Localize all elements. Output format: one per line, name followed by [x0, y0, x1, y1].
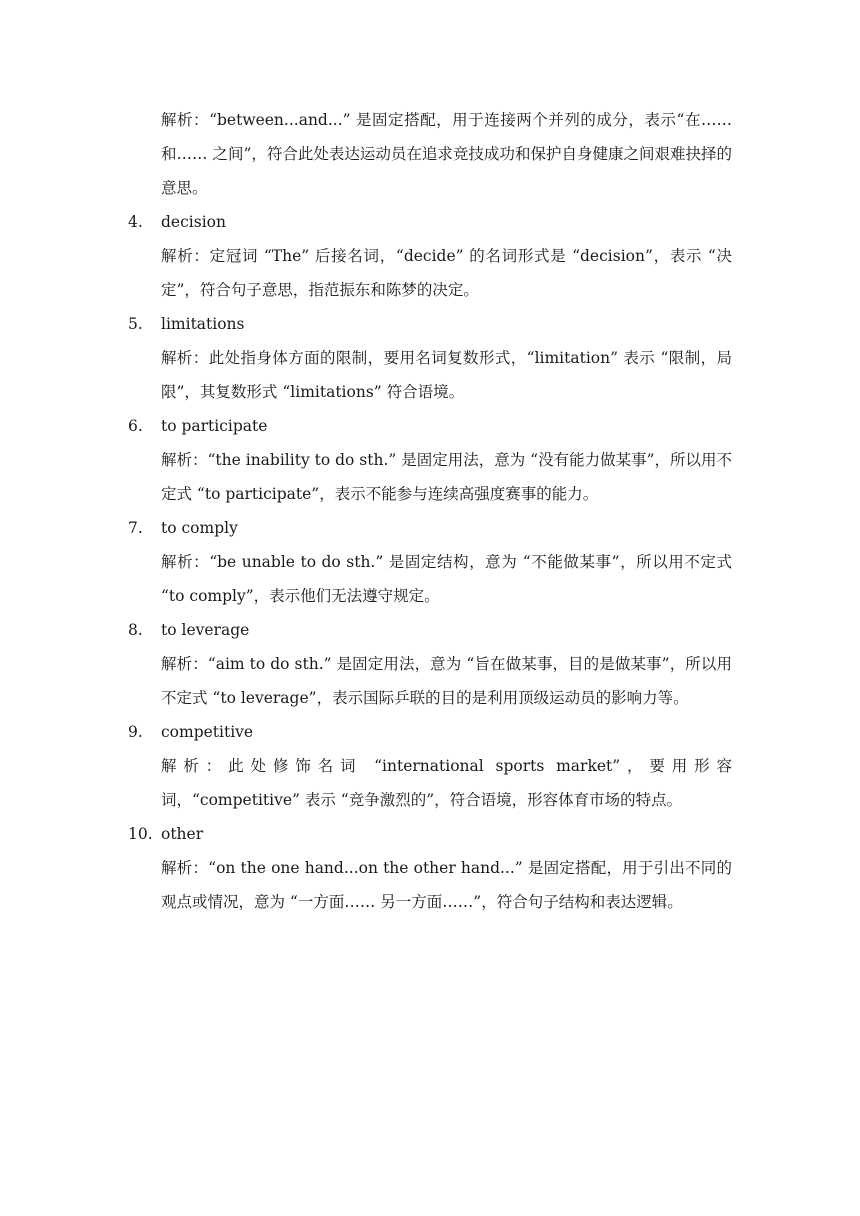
- answer-item-10: [128, 817, 732, 919]
- item-head: [128, 715, 732, 749]
- answer-item-6: [128, 409, 732, 511]
- item-explanation: 解析：“be unable to do sth.” 是固定结构，意为 “不能做某事”，所以用不定式 “to comply”，表示他们无法遵守规定。: [161, 553, 732, 605]
- item-head: [128, 409, 732, 443]
- item-number: 7.: [128, 519, 143, 537]
- item-answer: decision: [161, 213, 226, 231]
- item-answer: limitations: [161, 315, 245, 333]
- answer-item-4: [128, 205, 732, 307]
- item-explanation: 解析：此处修饰名词 “international sports market”，要用形容词，“competitive” 表示 “竞争激烈的”，符合语境，形容体育市场的特点。: [161, 757, 732, 809]
- item-answer: to participate: [161, 417, 268, 435]
- item-number: 8.: [128, 621, 143, 639]
- item-explanation: 解析：“on the one hand...on the other hand...” 是固定搭配，用于引出不同的观点或情况，意为 “一方面…… 另一方面……”，符合句子结构和表达逻辑。: [161, 859, 732, 911]
- item-explanation: 解析：此处指身体方面的限制，要用名词复数形式，“limitation” 表示 “限制，局限”，其复数形式 “limitations” 符合语境。: [161, 349, 732, 401]
- item-number: 10.: [128, 825, 153, 843]
- item-head: [128, 817, 732, 851]
- item-number: 9.: [128, 723, 143, 741]
- item-answer: to comply: [161, 519, 238, 537]
- answer-item-5: [128, 307, 732, 409]
- item-head: [128, 205, 732, 239]
- answer-item-9: [128, 715, 732, 817]
- answer-item-7: [128, 511, 732, 613]
- item-explanation: 解析：“aim to do sth.” 是固定用法，意为 “旨在做某事，目的是做某事”，所以用不定式 “to leverage”，表示国际乒联的目的是利用顶级运动员的影响力等。: [161, 655, 732, 707]
- item-explanation: 解析：定冠词 “The” 后接名词，“decide” 的名词形式是 “decision”，表示 “决定”，符合句子意思，指范振东和陈梦的决定。: [161, 247, 732, 299]
- item-explanation: 解析：“the inability to do sth.” 是固定用法，意为 “没有能力做某事”，所以用不定式 “to participate”，表示不能参与连续高强度赛事的能力。: [161, 451, 733, 503]
- item-head: [128, 613, 732, 647]
- item-answer: competitive: [161, 723, 254, 741]
- answer-item-8: [128, 613, 732, 715]
- item-head: [128, 511, 732, 545]
- item-3-explanation: 解析：“between...and...” 是固定搭配，用于连接两个并列的成分，表示“在…… 和…… 之间”，符合此处表达运动员在追求竞技成功和保护自身健康之间艰难抉择的意思。: [161, 111, 732, 197]
- item-number: 4.: [128, 213, 143, 231]
- item-head: [128, 307, 732, 341]
- answer-explanations: [128, 103, 732, 919]
- item-answer: other: [161, 825, 204, 843]
- item-number: 6.: [128, 417, 143, 435]
- item-answer: to leverage: [161, 621, 250, 639]
- item-number: 5.: [128, 315, 143, 333]
